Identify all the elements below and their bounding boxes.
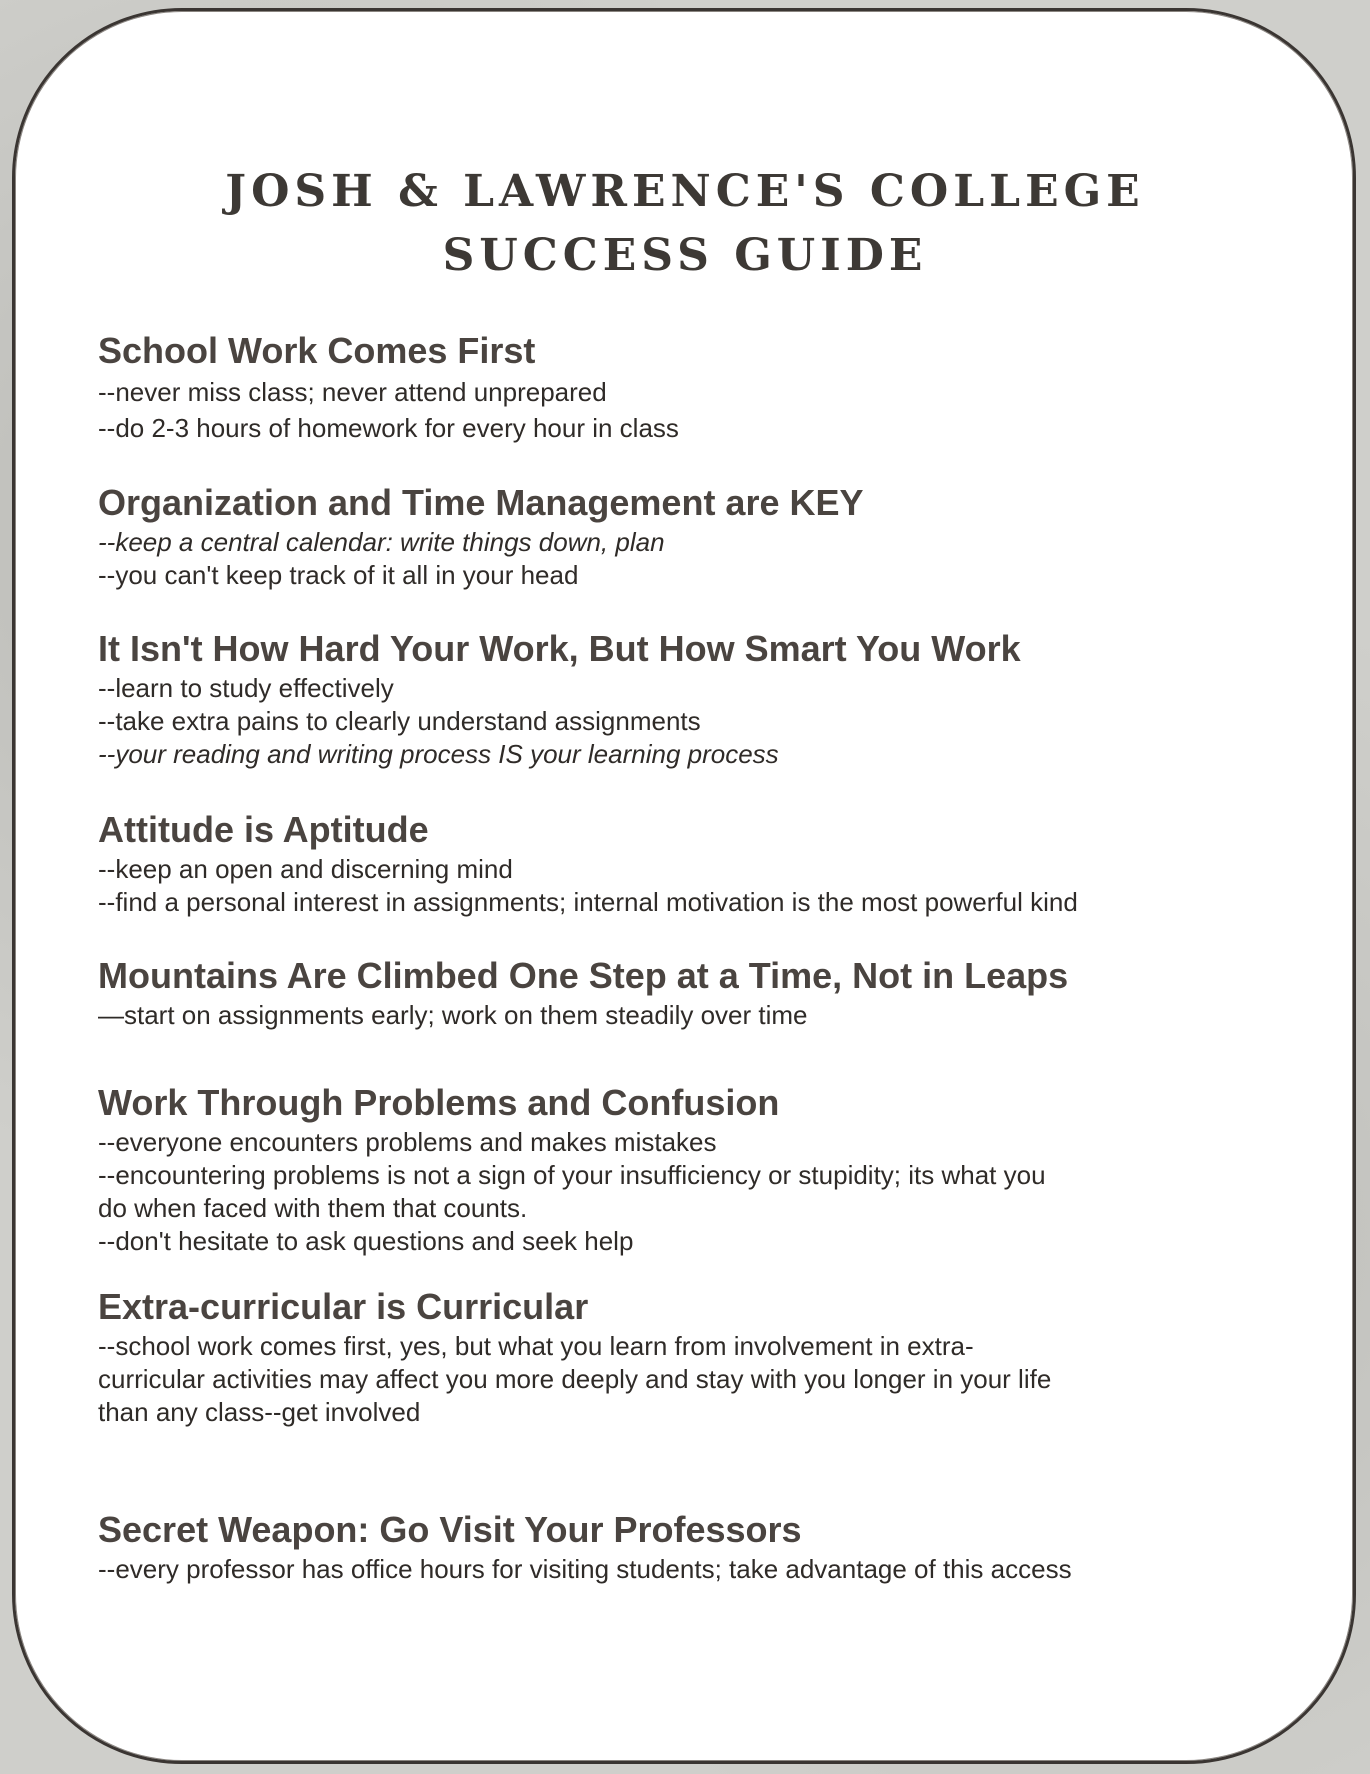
section-heading: School Work Comes First — [98, 330, 536, 371]
section-heading: Work Through Problems and Confusion — [98, 1082, 780, 1123]
section-problems — [98, 1082, 1278, 1258]
section-extra-curricular — [98, 1286, 1278, 1429]
section-line: --your reading and writing process IS your learning process — [98, 739, 779, 769]
section-heading: Mountains Are Climbed One Step at a Time, Not in Leaps — [98, 955, 1069, 996]
section-line: than any class--get involved — [98, 1397, 421, 1427]
section-line: —start on assignments early; work on them steadily over time — [98, 1000, 808, 1030]
section-line: --you can't keep track of it all in your head — [98, 560, 579, 590]
guide-content — [98, 330, 1278, 1586]
section-line: --don't hesitate to ask questions and seek help — [98, 1226, 634, 1256]
title-line-1: JOSH & LAWRENCE'S COLLEGE — [225, 166, 1145, 217]
section-line: --encountering problems is not a sign of your insufficiency or stupidity; its what you — [98, 1160, 1046, 1190]
section-line: --do 2-3 hours of homework for every hour in class — [98, 413, 679, 443]
section-line: do when faced with them that counts. — [98, 1193, 528, 1223]
section-line: --every professor has office hours for visiting students; take advantage of this access — [98, 1554, 1072, 1584]
section-heading: Organization and Time Management are KEY — [98, 482, 864, 523]
section-heading: Extra-curricular is Curricular — [98, 1286, 589, 1327]
section-heading: Attitude is Aptitude — [98, 809, 429, 850]
section-line: --keep a central calendar: write things down, plan — [98, 527, 665, 557]
title-line-2: SUCCESS GUIDE — [442, 230, 928, 281]
section-school-work — [98, 330, 1278, 446]
section-line: curricular activities may affect you more deeply and stay with you longer in your life — [98, 1364, 1052, 1394]
section-line: --learn to study effectively — [98, 673, 394, 703]
page-title — [0, 160, 1370, 288]
section-attitude — [98, 809, 1278, 919]
section-line: --never miss class; never attend unprepared — [98, 377, 607, 407]
section-secret-weapon — [98, 1509, 1278, 1586]
section-work-smart — [98, 628, 1278, 771]
section-line: --keep an open and discerning mind — [98, 854, 513, 884]
section-heading: It Isn't How Hard Your Work, But How Smart You Work — [98, 628, 1021, 669]
section-organization — [98, 482, 1278, 592]
section-line: --find a personal interest in assignments; internal motivation is the most powerful kind — [98, 887, 1078, 917]
section-line: --take extra pains to clearly understand assignments — [98, 706, 701, 736]
section-heading: Secret Weapon: Go Visit Your Professors — [98, 1509, 802, 1550]
section-line: --school work comes first, yes, but what you learn from involvement in extra- — [98, 1331, 974, 1361]
section-mountains — [98, 955, 1278, 1032]
section-line: --everyone encounters problems and makes mistakes — [98, 1127, 717, 1157]
